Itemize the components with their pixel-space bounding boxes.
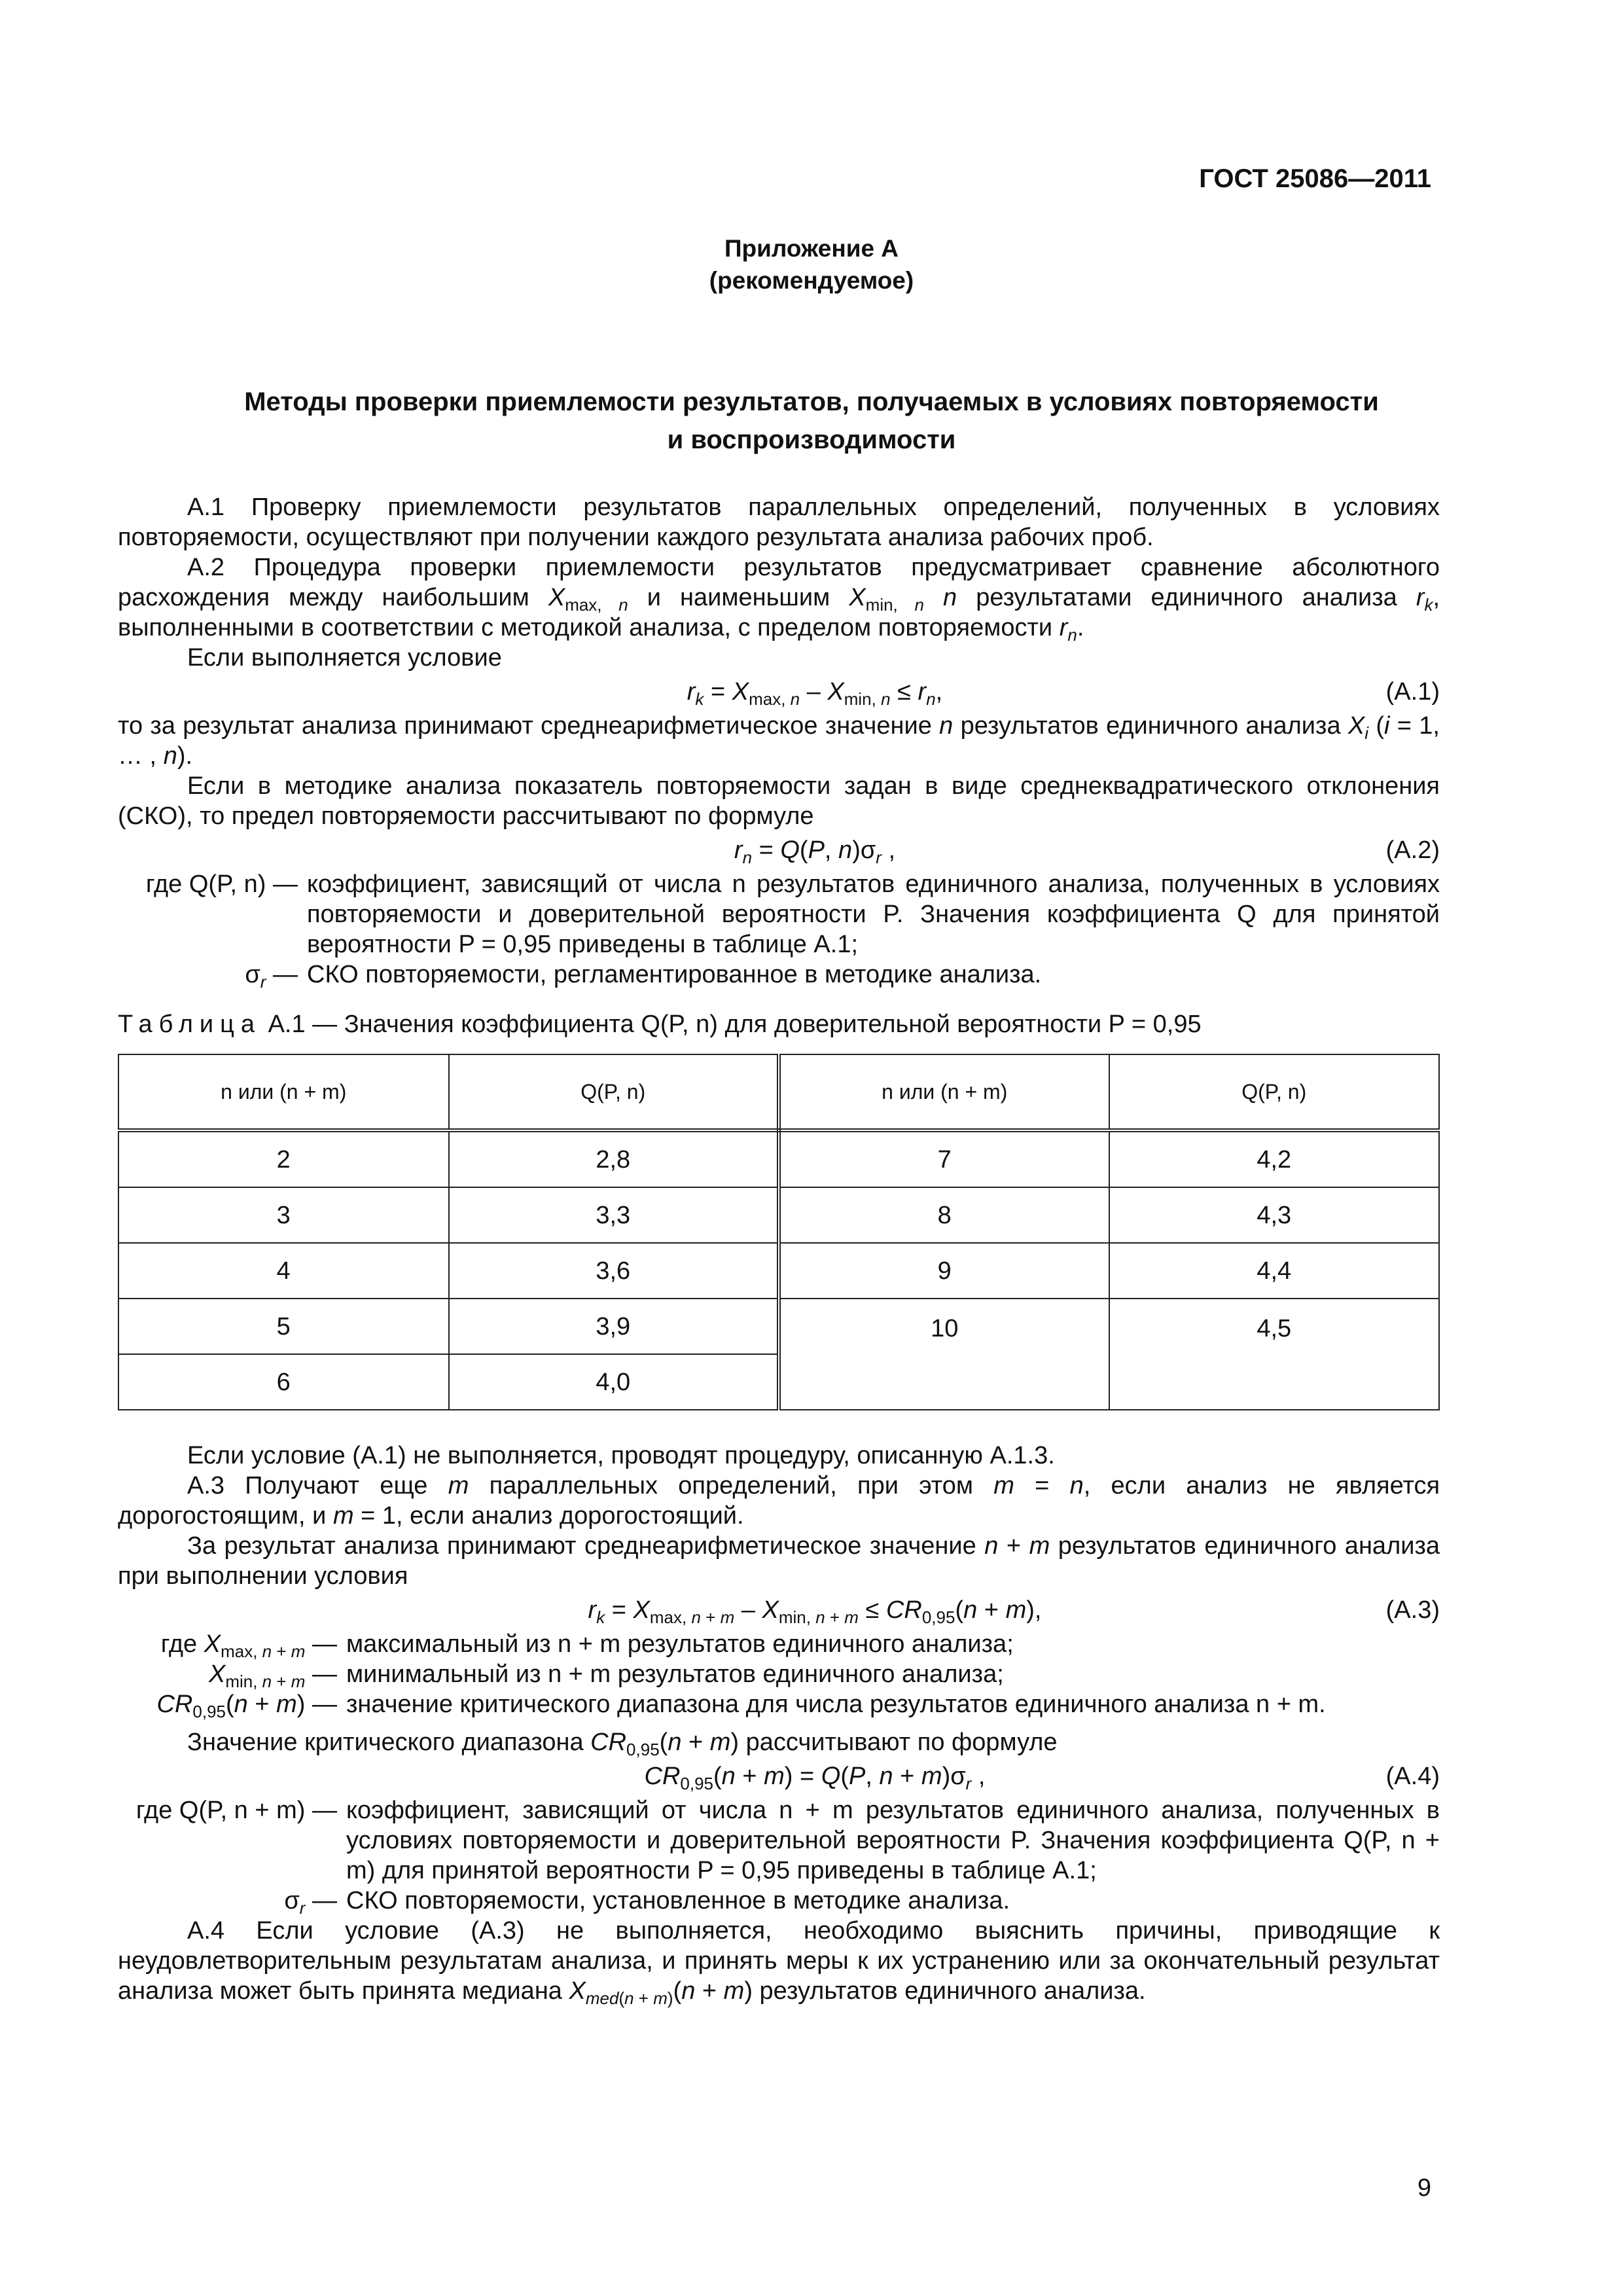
table-cell: 4 bbox=[118, 1243, 449, 1299]
table-row bbox=[118, 1243, 1439, 1299]
clause-label: А.1 bbox=[187, 493, 225, 521]
sko-intro: Если в методике анализа показатель повторяемости задан в виде среднеквадратического отклонения (СКО), то предел повторяемости рассчитывают по формуле bbox=[118, 772, 1440, 830]
column-header: Q(P, n) bbox=[1109, 1054, 1440, 1130]
definition-term: где $X_{max, n + m}$ — bbox=[160, 1630, 337, 1661]
clause-label: А.4 bbox=[187, 1917, 225, 1945]
table-caption-word: Таблица bbox=[118, 1011, 261, 1038]
annex-body bbox=[118, 492, 1440, 2006]
table-cell: 4,3 bbox=[1109, 1187, 1440, 1243]
table-cell: 8 bbox=[779, 1187, 1109, 1243]
standard-code: ГОСТ 25086—2011 bbox=[1199, 164, 1431, 193]
table-row bbox=[118, 1299, 1439, 1354]
formula-a4: $CR_{0,95}(n + m) = Q(P$, $n + m)\sigma_r$ , (А.4) bbox=[118, 1757, 1440, 1795]
annex-title: Приложение А bbox=[724, 235, 899, 262]
table-cell: 4,5 bbox=[1109, 1299, 1440, 1410]
table-cell: 5 bbox=[118, 1299, 449, 1354]
clause-text: результатов единичного анализа bbox=[960, 712, 1341, 740]
annex-status: (рекомендуемое) bbox=[709, 267, 914, 294]
condition-intro: Если выполняется условие bbox=[187, 644, 502, 672]
definitions-a3 bbox=[118, 1629, 1440, 1719]
formula-a2: $r_n = Q(P$, $n)\sigma_r$ , (А.2) bbox=[118, 831, 1440, 869]
table-row bbox=[118, 1187, 1439, 1243]
table-cell: 9 bbox=[779, 1243, 1109, 1299]
section-title bbox=[118, 383, 1505, 459]
definition-text: коэффициент, зависящий от числа n + m результатов единичного анализа, полученных в условиях повторяемости и доверительной вероятности P. Значения коэффициента Q(P, n + m) для принятой вероятности P = 0,95 приведены в таблице А.1; bbox=[346, 1797, 1440, 1884]
paragraph-a1 bbox=[118, 492, 1440, 552]
clause-text: результатов единичного анализа при выполнении условия bbox=[118, 1532, 1440, 1590]
clause-label: А.2 bbox=[187, 554, 225, 581]
column-header: Q(P, n) bbox=[449, 1054, 779, 1130]
definition-text: СКО повторяемости, установленное в методике анализа. bbox=[346, 1887, 1010, 1914]
clause-text: Значение критического диапазона bbox=[187, 1729, 584, 1756]
definition-term: $CR_{0,95}(n + m)$ — bbox=[156, 1691, 337, 1721]
clause-text: , выполненными в соответствии с методикой анализа, с пределом повторяемости bbox=[118, 584, 1440, 641]
table-cell: 4,0 bbox=[449, 1354, 779, 1410]
paragraph-after-table: Если условие (А.1) не выполняется, проводят процедуру, описанную А.1.3. bbox=[187, 1442, 1055, 1469]
definitions-a4 bbox=[118, 1795, 1440, 1916]
clause-text: параллельных определений, при этом bbox=[489, 1472, 973, 1499]
equation-number: (А.2) bbox=[1385, 836, 1440, 864]
coefficient-table bbox=[118, 1054, 1440, 1410]
section-title-line-2: и воспроизводимости bbox=[667, 425, 956, 454]
clause-text: = 1, … , bbox=[118, 712, 1440, 770]
table-header-row bbox=[118, 1054, 1439, 1130]
column-header: n или (n + m) bbox=[118, 1054, 449, 1130]
table-cell: 2,8 bbox=[449, 1130, 779, 1187]
paragraph-a3-result: За результат анализа принимают среднеарифметическое значение n + m результатов единичного анализа при выполнении условия bbox=[118, 1532, 1440, 1590]
clause-text: Проверку приемлемости результатов параллельных определений, полученных в условиях повторяемости, осуществляют при получении каждого результата анализа рабочих проб. bbox=[118, 493, 1440, 551]
definition-text: СКО повторяемости, регламентированное в методике анализа. bbox=[307, 961, 1042, 988]
paragraph-a2-result: то за результат анализа принимают среднеарифметическое значение n результатов единичного анализа $X_i$ (i = 1, … , n). bbox=[118, 712, 1440, 770]
clause-text: Получают еще bbox=[245, 1472, 428, 1499]
definition-term: $\sigma_r$ — bbox=[245, 961, 298, 992]
definition-text: минимальный из n + m результатов единичного анализа; bbox=[346, 1660, 1004, 1688]
table-cell: 6 bbox=[118, 1354, 449, 1410]
table-caption bbox=[118, 1009, 1440, 1039]
clause-text: и наименьшим bbox=[647, 584, 830, 611]
page-number: 9 bbox=[1417, 2174, 1431, 2202]
clause-label: А.3 bbox=[187, 1472, 225, 1499]
definition-term: где Q(P, n + m) — bbox=[135, 1797, 337, 1824]
definition-text: коэффициент, зависящий от числа n результатов единичного анализа, полученных в условиях повторяемости и доверительной вероятности P. Значения коэффициента Q для принятой вероятности P = 0,95 приведены в таблице А.1; bbox=[307, 870, 1440, 958]
clause-text: За результат анализа принимают среднеарифметическое значение bbox=[187, 1532, 976, 1560]
clause-text: результатами единичного анализа bbox=[976, 584, 1397, 611]
definition-text: значение критического диапазона для числа результатов единичного анализа n + m. bbox=[346, 1691, 1326, 1718]
table-row bbox=[118, 1130, 1439, 1187]
definition-text: максимальный из n + m результатов единичного анализа; bbox=[346, 1630, 1014, 1658]
table-cell: 10 bbox=[779, 1299, 1109, 1410]
clause-text: результатов единичного анализа. bbox=[759, 1977, 1146, 2005]
table-caption-text: А.1 — Значения коэффициента Q(P, n) для доверительной вероятности P = 0,95 bbox=[268, 1011, 1202, 1038]
clause-text: , если анализ не является дорогостоящим, и bbox=[118, 1472, 1440, 1530]
table-cell: 3 bbox=[118, 1187, 449, 1243]
definition-term: $X_{min, n + m}$ — bbox=[208, 1660, 337, 1691]
equation-number: (А.1) bbox=[1385, 678, 1440, 706]
clause-text: = 1, если анализ дорогостоящий. bbox=[361, 1502, 744, 1530]
column-header: n или (n + m) bbox=[779, 1054, 1109, 1130]
table-cell: 3,6 bbox=[449, 1243, 779, 1299]
table-cell: 3,3 bbox=[449, 1187, 779, 1243]
definitions-a2 bbox=[118, 869, 1440, 990]
equation-number: (А.3) bbox=[1385, 1596, 1440, 1624]
paragraph-a4: А.4 Если условие (А.3) не выполняется, необходимо выяснить причины, приводящие к неудовлетворительным результатам анализа, и принять меры к их устранению или за окончательный результат анализа может быть принята медиана $X_{med(n + m)}(n + m)$ результатов единичного анализа. bbox=[118, 1917, 1440, 2008]
table-cell: 4,4 bbox=[1109, 1243, 1440, 1299]
paragraph-a3: А.3 Получают еще m параллельных определений, при этом m = n, если анализ не является дорогостоящим, и m = 1, если анализ дорогостоящий. bbox=[118, 1472, 1440, 1530]
clause-text: то за результат анализа принимают среднеарифметическое значение bbox=[118, 712, 932, 740]
table-cell: 2 bbox=[118, 1130, 449, 1187]
table-cell: 3,9 bbox=[449, 1299, 779, 1354]
definition-term: $\sigma_r$ — bbox=[284, 1887, 337, 1918]
clause-text: рассчитывают по формуле bbox=[745, 1729, 1058, 1756]
paragraph-a2: А.2 Процедура проверки приемлемости результатов предусматривает сравнение абсолютного расхождения между наибольшим $X_{max, n}$ и наименьшим $X_{min, n}$ n результатами единичного анализа $r_k$, выполненными в соответствии с методикой анализа, с пределом повторяемости $r_n$. bbox=[118, 554, 1440, 645]
cr-intro: Значение критического диапазона $CR_{0,95}(n + m)$ рассчитывают по формуле bbox=[187, 1729, 1058, 1759]
equation-number: (А.4) bbox=[1385, 1763, 1440, 1790]
definition-term: где Q(P, n) — bbox=[145, 870, 298, 898]
clause-text: Если условие (А.3) не выполняется, необходимо выяснить причины, приводящие к неудовлетворительным результатам анализа, и принять меры к их устранению или за окончательный результат анализа может быть принята медиана bbox=[118, 1917, 1440, 2005]
annex-heading bbox=[118, 232, 1505, 296]
formula-a1: $r_k = X_{max, n} - X_{min, n} \le r_n$, (А.1) bbox=[118, 673, 1440, 711]
section-title-line-1: Методы проверки приемлемости результатов, получаемых в условиях повторяемости bbox=[244, 387, 1379, 416]
table-cell: 7 bbox=[779, 1130, 1109, 1187]
clause-text: Процедура проверки приемлемости результатов предусматривает сравнение абсолютного расхождения между наибольшим bbox=[118, 554, 1440, 611]
formula-a3: $r_k = X_{max, n + m} - X_{min, n + m} \le CR_{0,95}(n + m)$, (А.3) bbox=[118, 1591, 1440, 1629]
table-cell: 4,2 bbox=[1109, 1130, 1440, 1187]
